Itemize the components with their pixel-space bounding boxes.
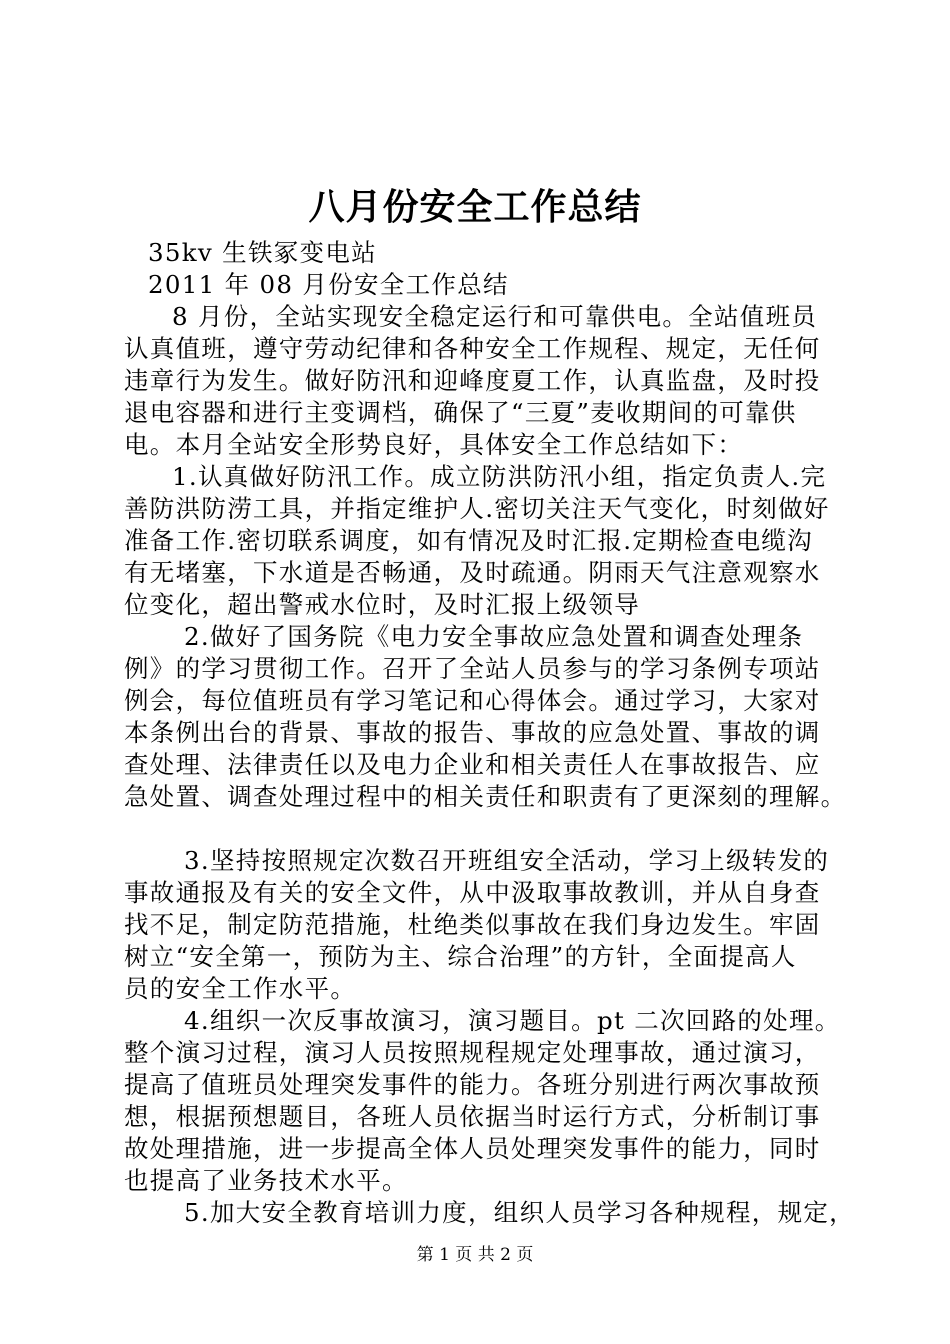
paragraph-line: 事故通报及有关的安全文件，从中汲取事故教训，并从自身查 bbox=[124, 878, 821, 907]
paragraph-line: 想，根据预想题目，各班人员依据当时运行方式，分析制订事 bbox=[124, 1102, 821, 1131]
paragraph-line: 4.组织一次反事故演习，演习题目。pt 二次回路的处理。 bbox=[184, 1006, 841, 1035]
station-name: 35kv 生铁冢变电站 bbox=[148, 238, 377, 267]
paragraph-line: 2.做好了国务院《电力安全事故应急处置和调查处理条 bbox=[184, 622, 804, 651]
report-subtitle: 2011 年 08 月份安全工作总结 bbox=[148, 270, 509, 299]
paragraph-line: 急处置、调查处理过程中的相关责任和职责有了更深刻的理解。 bbox=[124, 782, 847, 811]
paragraph-line: 5.加大安全教育培训力度，组织人员学习各种规程，规定， bbox=[184, 1198, 855, 1227]
paragraph-line: 提高了值班员处理突发事件的能力。各班分别进行两次事故预 bbox=[124, 1070, 821, 1099]
paragraph-line: 8 月份，全站实现安全稳定运行和可靠供电。全站值班员 bbox=[172, 302, 818, 331]
paragraph-line: 准备工作.密切联系调度，如有情况及时汇报.定期检查电缆沟 bbox=[124, 526, 813, 555]
document-title: 八月份安全工作总结 bbox=[308, 186, 642, 228]
paragraph-gap bbox=[124, 813, 832, 845]
paragraph-line: 位变化，超出警戒水位时，及时汇报上级领导 bbox=[124, 590, 640, 619]
paragraph-line: 有无堵塞，下水道是否畅通，及时疏通。阴雨天气注意观察水 bbox=[124, 558, 821, 587]
paragraph-line: 例会，每位值班员有学习笔记和心得体会。通过学习，大家对 bbox=[124, 686, 821, 715]
paragraph-line: 3.坚持按照规定次数召开班组安全活动，学习上级转发的 bbox=[184, 846, 830, 875]
paragraph-line: 例》的学习贯彻工作。召开了全站人员参与的学习条例专项站 bbox=[124, 654, 821, 683]
paragraph-line: 故处理措施，进一步提高全体人员处理突发事件的能力，同时 bbox=[124, 1134, 821, 1163]
paragraph-line: 整个演习过程，演习人员按照规程规定处理事故，通过演习， bbox=[124, 1038, 821, 1067]
paragraph-line: 找不足，制定防范措施，杜绝类似事故在我们身边发生。牢固 bbox=[124, 910, 821, 939]
paragraph-line: 本条例出台的背景、事故的报告、事故的应急处置、事故的调 bbox=[124, 718, 821, 747]
paragraph-line: 也提高了业务技术水平。 bbox=[124, 1166, 408, 1195]
paragraph-line: 树立“安全第一，预防为主、综合治理”的方针，全面提高人 bbox=[124, 942, 797, 971]
page-footer: 第 1 页 共 2 页 bbox=[416, 1245, 534, 1265]
paragraph-line: 查处理、法律责任以及电力企业和相关责任人在事故报告、应 bbox=[124, 750, 821, 779]
paragraph-line: 违章行为发生。做好防汛和迎峰度夏工作，认真监盘，及时投 bbox=[124, 366, 821, 395]
paragraph-line: 电。本月全站安全形势良好，具体安全工作总结如下： bbox=[124, 430, 744, 459]
paragraph-line: 退电容器和进行主变调档，确保了“三夏”麦收期间的可靠供 bbox=[124, 398, 797, 427]
document-body bbox=[124, 237, 855, 1229]
paragraph-line: 员的安全工作水平。 bbox=[124, 974, 357, 1003]
paragraph-line: 善防洪防涝工具，并指定维护人.密切关注天气变化，时刻做好 bbox=[124, 494, 830, 523]
paragraph-line: 认真值班，遵守劳动纪律和各种安全工作规程、规定，无任何 bbox=[124, 334, 821, 363]
paragraph-line: 1.认真做好防汛工作。成立防洪防汛小组，指定负责人.完 bbox=[172, 462, 827, 491]
